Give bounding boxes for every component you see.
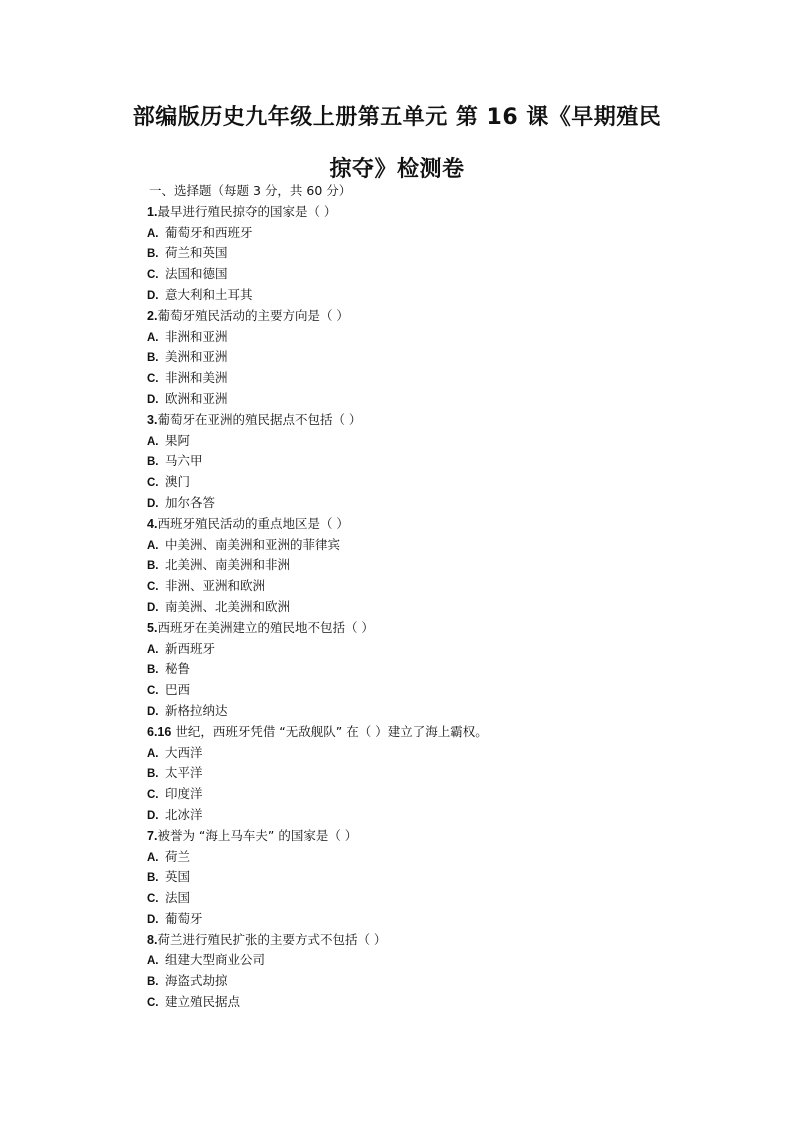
title-line-2: 掠夺》检测卷 bbox=[329, 157, 465, 182]
question-item bbox=[147, 618, 747, 722]
option-text: 巴西 bbox=[165, 682, 191, 698]
question-number: 6.16 bbox=[147, 724, 172, 739]
answer-option bbox=[147, 576, 747, 597]
option-text: 欧洲和亚洲 bbox=[165, 390, 228, 406]
question-number: 5. bbox=[147, 620, 158, 635]
question-text: 被誉为 “海上马车夫” 的国家是（ ） bbox=[157, 827, 358, 843]
option-letter: A. bbox=[147, 435, 159, 448]
exam-content bbox=[147, 181, 747, 1013]
answer-option bbox=[147, 327, 747, 348]
option-letter: C. bbox=[147, 997, 159, 1010]
option-letter: D. bbox=[147, 705, 159, 718]
question-text: 西班牙在美洲建立的殖民地不包括（ ） bbox=[157, 619, 374, 635]
option-text: 法国 bbox=[165, 890, 191, 906]
option-letter: A. bbox=[147, 643, 159, 656]
option-letter: A. bbox=[147, 227, 159, 240]
answer-option bbox=[147, 451, 747, 472]
question-number: 4. bbox=[147, 516, 158, 531]
question-text: 葡萄牙殖民活动的主要方向是（ ） bbox=[157, 307, 349, 323]
option-letter: B. bbox=[147, 560, 159, 573]
option-text: 意大利和土耳其 bbox=[165, 286, 253, 302]
question-stem bbox=[147, 722, 747, 743]
option-text: 非洲和亚洲 bbox=[165, 328, 228, 344]
option-letter: B. bbox=[147, 248, 159, 261]
answer-option bbox=[147, 285, 747, 306]
answer-option bbox=[147, 639, 747, 660]
option-text: 海盗式劫掠 bbox=[165, 973, 228, 989]
question-number: 1. bbox=[147, 204, 158, 219]
option-letter: D. bbox=[147, 497, 159, 510]
question-text: 世纪，西班牙凭借 “无敌舰队” 在（ ）建立了海上霸权。 bbox=[171, 723, 488, 739]
answer-option bbox=[147, 659, 747, 680]
answer-option bbox=[147, 472, 747, 493]
answer-option bbox=[147, 243, 747, 264]
question-stem bbox=[147, 930, 747, 951]
question-item bbox=[147, 826, 747, 930]
answer-option bbox=[147, 784, 747, 805]
answer-option bbox=[147, 992, 747, 1013]
option-text: 加尔各答 bbox=[165, 494, 216, 510]
option-text: 非洲、亚洲和欧洲 bbox=[165, 578, 266, 594]
question-text: 葡萄牙在亚洲的殖民据点不包括（ ） bbox=[157, 411, 362, 427]
option-letter: C. bbox=[147, 581, 159, 594]
option-text: 澳门 bbox=[165, 474, 191, 490]
option-letter: B. bbox=[147, 768, 159, 781]
answer-option bbox=[147, 535, 747, 556]
option-letter: D. bbox=[147, 393, 159, 406]
answer-option bbox=[147, 950, 747, 971]
question-stem bbox=[147, 618, 747, 639]
option-text: 果阿 bbox=[165, 432, 191, 448]
option-text: 法国和德国 bbox=[165, 266, 228, 282]
option-letter: A. bbox=[147, 331, 159, 344]
question-stem bbox=[147, 826, 747, 847]
option-letter: C. bbox=[147, 685, 159, 698]
question-list bbox=[147, 202, 747, 1013]
question-number: 8. bbox=[147, 932, 158, 947]
question-number: 7. bbox=[147, 828, 158, 843]
option-text: 英国 bbox=[165, 869, 191, 885]
option-letter: D. bbox=[147, 809, 159, 822]
answer-option bbox=[147, 493, 747, 514]
option-text: 葡萄牙和西班牙 bbox=[165, 224, 253, 240]
option-text: 新西班牙 bbox=[165, 640, 216, 656]
option-letter: B. bbox=[147, 352, 159, 365]
answer-option bbox=[147, 763, 747, 784]
option-text: 非洲和美洲 bbox=[165, 370, 228, 386]
option-letter: D. bbox=[147, 913, 159, 926]
answer-option bbox=[147, 555, 747, 576]
option-letter: A. bbox=[147, 851, 159, 864]
question-number: 3. bbox=[147, 412, 158, 427]
option-text: 北美洲、南美洲和非洲 bbox=[165, 557, 291, 573]
question-item bbox=[147, 202, 747, 306]
question-item bbox=[147, 930, 747, 1013]
option-text: 美洲和亚洲 bbox=[165, 349, 228, 365]
option-letter: C. bbox=[147, 373, 159, 386]
option-letter: C. bbox=[147, 893, 159, 906]
option-text: 新格拉纳达 bbox=[165, 702, 228, 718]
option-text: 北冰洋 bbox=[165, 806, 203, 822]
option-letter: A. bbox=[147, 539, 159, 552]
question-item bbox=[147, 306, 747, 410]
answer-option bbox=[147, 847, 747, 868]
question-stem bbox=[147, 514, 747, 535]
question-number: 2. bbox=[147, 308, 158, 323]
question-text: 荷兰进行殖民扩张的主要方式不包括（ ） bbox=[157, 931, 387, 947]
answer-option bbox=[147, 389, 747, 410]
option-text: 大西洋 bbox=[165, 744, 203, 760]
option-text: 南美洲、北美洲和欧洲 bbox=[165, 598, 291, 614]
question-stem bbox=[147, 306, 747, 327]
option-text: 荷兰和英国 bbox=[165, 245, 228, 261]
option-text: 葡萄牙 bbox=[165, 910, 203, 926]
option-letter: A. bbox=[147, 955, 159, 968]
option-letter: A. bbox=[147, 747, 159, 760]
answer-option bbox=[147, 805, 747, 826]
question-text: 最早进行殖民掠夺的国家是（ ） bbox=[157, 203, 337, 219]
answer-option bbox=[147, 223, 747, 244]
option-letter: D. bbox=[147, 601, 159, 614]
title-line-1: 部编版历史九年级上册第五单元 第 16 课《早期殖民 bbox=[132, 105, 662, 130]
question-stem bbox=[147, 410, 747, 431]
section-heading: 一、选择题（每题 3 分，共 60 分） bbox=[149, 183, 352, 198]
answer-option bbox=[147, 431, 747, 452]
answer-option bbox=[147, 347, 747, 368]
option-text: 太平洋 bbox=[165, 765, 203, 781]
answer-option bbox=[147, 743, 747, 764]
answer-option bbox=[147, 867, 747, 888]
option-letter: B. bbox=[147, 664, 159, 677]
option-letter: B. bbox=[147, 976, 159, 989]
answer-option bbox=[147, 597, 747, 618]
option-text: 印度洋 bbox=[165, 786, 203, 802]
option-text: 中美洲、南美洲和亚洲的菲律宾 bbox=[165, 536, 341, 552]
option-text: 组建大型商业公司 bbox=[165, 952, 266, 968]
question-stem bbox=[147, 202, 747, 223]
option-text: 马六甲 bbox=[165, 453, 203, 469]
option-letter: C. bbox=[147, 477, 159, 490]
answer-option bbox=[147, 888, 747, 909]
answer-option bbox=[147, 701, 747, 722]
answer-option bbox=[147, 971, 747, 992]
option-letter: C. bbox=[147, 789, 159, 802]
question-item bbox=[147, 410, 747, 514]
answer-option bbox=[147, 909, 747, 930]
answer-option bbox=[147, 264, 747, 285]
question-text: 西班牙殖民活动的重点地区是（ ） bbox=[157, 515, 349, 531]
option-letter: C. bbox=[147, 269, 159, 282]
option-text: 秘鲁 bbox=[165, 661, 191, 677]
option-text: 荷兰 bbox=[165, 848, 191, 864]
answer-option bbox=[147, 368, 747, 389]
option-letter: B. bbox=[147, 872, 159, 885]
answer-option bbox=[147, 680, 747, 701]
option-text: 建立殖民据点 bbox=[165, 994, 241, 1010]
option-letter: D. bbox=[147, 289, 159, 302]
option-letter: B. bbox=[147, 456, 159, 469]
question-item bbox=[147, 722, 747, 826]
question-item bbox=[147, 514, 747, 618]
